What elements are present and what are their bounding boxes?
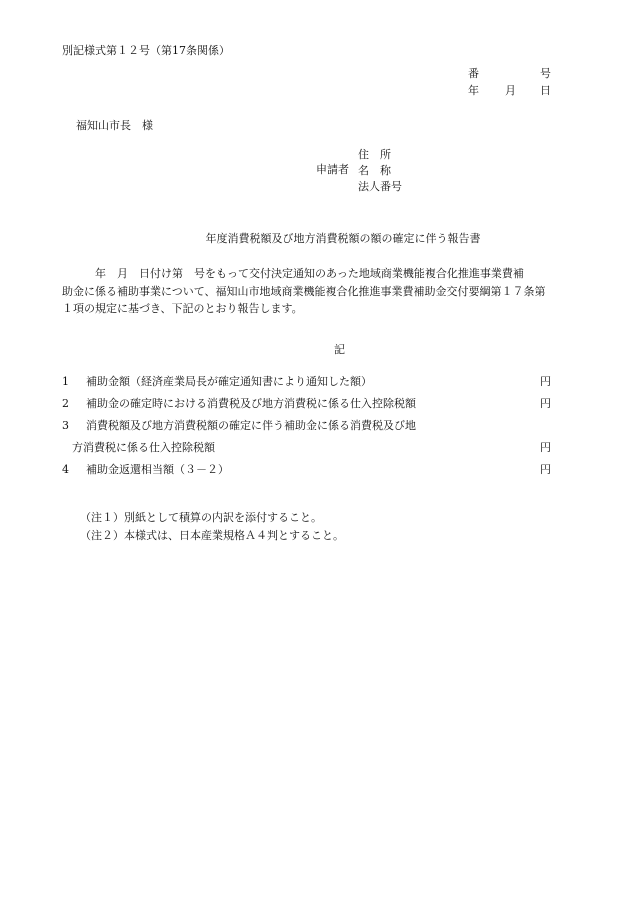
body-line: 年 月 日付け第 号をもって交付決定通知のあった地域商業機能複合化推進事業費補: [62, 267, 524, 280]
item-label: 方消費税に係る仕入控除税額: [72, 441, 215, 454]
notes: [80, 511, 344, 547]
date-year-label: 年: [468, 84, 479, 97]
document-title: 年度消費税額及び地方消費税額の額の確定に伴う報告書: [205, 232, 481, 245]
form-number: 別記様式第１２号（第17条関係）: [62, 44, 230, 57]
item-unit: 円: [540, 375, 551, 388]
addressee: 福知山市長 様: [76, 119, 153, 132]
ki-heading: 記: [334, 343, 345, 356]
list-item: [62, 463, 562, 485]
item-number: 4: [62, 463, 69, 476]
date-day-label: 日: [540, 84, 551, 97]
applicant-label: 申請者: [316, 163, 349, 176]
body-line: 助金に係る補助事業について、福知山市地域商業機能複合化推進事業費補助金交付要綱第１７条第: [62, 284, 546, 298]
note-item: （注２）本様式は、日本産業規格Ａ４判とすること。: [80, 529, 344, 542]
date-month-label: 月: [505, 84, 516, 97]
applicant-corporate-number-label: 法人番号: [358, 180, 402, 193]
list-item: [62, 441, 562, 463]
item-number: 2: [62, 397, 69, 410]
list-item: [62, 375, 562, 397]
item-number: 3: [62, 419, 69, 432]
body-line: １項の規定に基づき、下記のとおり報告します。: [62, 302, 303, 315]
applicant-name-label: 名 称: [358, 164, 391, 177]
item-list: [62, 375, 562, 485]
document-number-label: 番: [468, 67, 479, 80]
applicant-address-label: 住 所: [358, 148, 391, 161]
item-unit: 円: [540, 397, 551, 410]
list-item: [62, 397, 562, 419]
item-label: 補助金額（経済産業局長が確定通知書により通知した額）: [86, 375, 372, 388]
note-item: （注１）別紙として積算の内訳を添付すること。: [80, 511, 322, 524]
body-paragraph: [62, 265, 562, 318]
item-unit: 円: [540, 441, 551, 454]
list-item: [62, 419, 562, 441]
item-label: 補助金の確定時における消費税及び地方消費税に係る仕入控除税額: [86, 397, 416, 410]
item-number: 1: [62, 375, 69, 388]
applicant-fields: [358, 147, 402, 195]
item-unit: 円: [540, 463, 551, 476]
item-label: 補助金返還相当額（３－２）: [86, 463, 229, 476]
document-number-suffix: 号: [540, 67, 551, 80]
item-label: 消費税額及び地方消費税額の確定に伴う補助金に係る消費税及び地: [86, 419, 416, 432]
